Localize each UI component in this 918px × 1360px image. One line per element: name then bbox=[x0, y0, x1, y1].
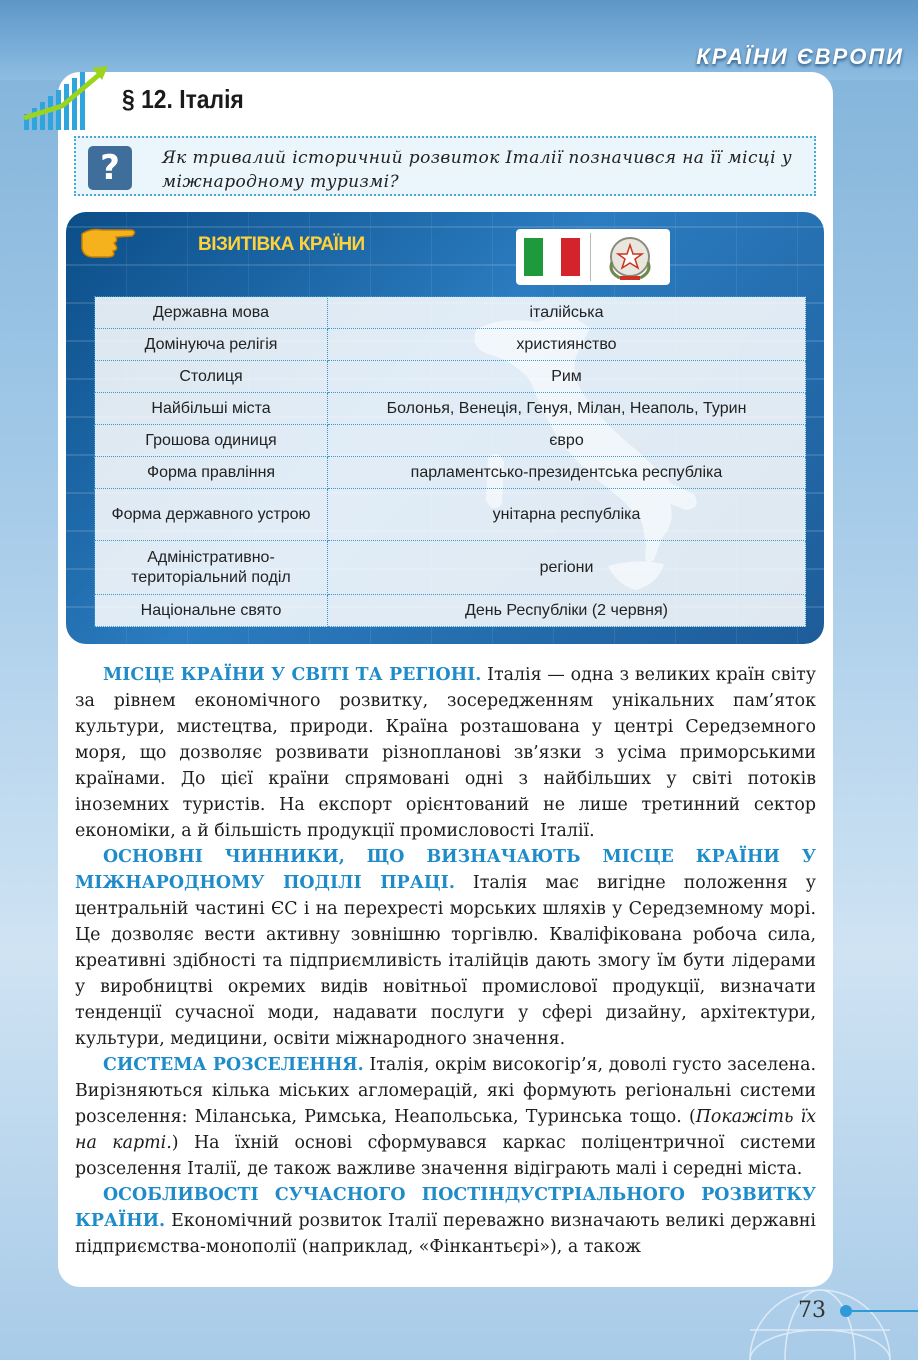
paragraph-settlement bbox=[75, 1052, 816, 1182]
fact-label: Найбільші міста bbox=[95, 393, 328, 425]
fact-label: Форма державного устрою bbox=[95, 489, 328, 541]
paragraph-body: Італія — одна з великих країн світу за рівнем економічного розвитку, зосередженням унікальних пам’яток культури, мистецтва, природи. Країна розташована у центрі Середземного моря, що дозволяє розвивати різнопланові зв’язки з усіма приморськими країнами. До цієї країни спрямовані одні з найбільших у світі потоків іноземних туристів. На експорт орієнтований не лише третинний сектор економіки, а й більшість продукції промисловості Італії. bbox=[75, 665, 816, 841]
paragraph-factors bbox=[75, 844, 816, 1052]
table-row bbox=[95, 297, 806, 329]
fact-label: Грошова одиниця bbox=[95, 425, 328, 457]
flag-stripe-green bbox=[524, 238, 543, 276]
country-card-title: ВІЗИТІВКА КРАЇНИ bbox=[198, 234, 365, 255]
paragraph-title: § 12. Італія bbox=[122, 84, 244, 114]
fact-value: італійська bbox=[328, 297, 806, 329]
pointing-hand-icon bbox=[80, 224, 138, 258]
question-mark-icon: ? bbox=[88, 146, 132, 190]
paragraph-heading: ОСОБЛИВОСТІ СУЧАСНОГО ПОСТІНДУСТРІАЛЬНОГО РОЗВИТКУ КРАЇНИ. bbox=[75, 1185, 816, 1231]
fact-value: унітарна республіка bbox=[328, 489, 806, 541]
fact-label: Столиця bbox=[95, 361, 328, 393]
table-row bbox=[95, 595, 806, 627]
paragraph-development bbox=[75, 1182, 816, 1260]
paragraph-place bbox=[75, 662, 816, 844]
page-marker-dot bbox=[840, 1305, 852, 1317]
fact-label: Державна мова bbox=[95, 297, 328, 329]
divider bbox=[590, 233, 591, 281]
paragraph-body: Італія має вигідне положення у центральній частині ЄС і на перехресті морських шляхів у Середземному морі. Це дозволяє вести активну зовнішню торгівлю. Кваліфікована робоча сила, креативні здібності та підприємливість італійців дають змогу їм бути лідерами у виробництві окремих видів новітньої промислової продукції, визначати тенденції сучасної моди, надавати послуги у сфері дизайну, архітектури, культури, медицини, освіти міжнародного значення. bbox=[75, 873, 816, 1049]
paragraph-heading: СИСТЕМА РОЗСЕЛЕННЯ. bbox=[103, 1055, 364, 1075]
flag-stripe-white bbox=[543, 238, 562, 276]
symbols-box bbox=[516, 229, 670, 285]
fact-value: християнство bbox=[328, 329, 806, 361]
question-box bbox=[74, 136, 816, 196]
page-marker-line bbox=[852, 1310, 918, 1312]
paragraph-body: Економічний розвиток Італії переважно визначають великі державні підприємства-монополії (наприклад, «Фінкантьєрі»), а також bbox=[75, 1211, 816, 1257]
table-row bbox=[95, 329, 806, 361]
table-row bbox=[95, 361, 806, 393]
table-row bbox=[95, 489, 806, 541]
growth-chart-icon bbox=[22, 62, 112, 134]
table-row bbox=[95, 425, 806, 457]
fact-value: євро bbox=[328, 425, 806, 457]
fact-value: День Республіки (2 червня) bbox=[328, 595, 806, 627]
flag-stripe-red bbox=[561, 238, 580, 276]
globe-icon bbox=[740, 1270, 918, 1360]
fact-label: Національне свято bbox=[95, 595, 328, 627]
fact-label: Домінуюча релігія bbox=[95, 329, 328, 361]
coat-of-arms-icon bbox=[602, 232, 658, 282]
body-text bbox=[75, 662, 816, 1260]
paragraph-heading: ОСНОВНІ ЧИННИКИ, ЩО ВИЗНАЧАЮТЬ МІСЦЕ КРАЇНИ У МІЖНАРОДНОМУ ПОДІЛІ ПРАЦІ. bbox=[75, 847, 816, 893]
paragraph-body: ) На їхній основі сформувався каркас поліцентричної системи розселення Італії, де також важливе значення відіграють малі і середні міста. bbox=[75, 1133, 816, 1179]
table-row bbox=[95, 541, 806, 595]
page-number: 73 bbox=[798, 1298, 826, 1323]
fact-value: регіони bbox=[328, 541, 806, 595]
table-row bbox=[95, 393, 806, 425]
country-card bbox=[66, 212, 824, 644]
italy-flag bbox=[524, 238, 580, 276]
fact-label: Форма правління bbox=[95, 457, 328, 489]
fact-label: Адміністративно-територіальний поділ bbox=[95, 541, 328, 595]
fact-value: Болонья, Венеція, Генуя, Мілан, Неаполь, Турин bbox=[328, 393, 806, 425]
map-instruction: Покажіть їх на карті. bbox=[75, 1107, 817, 1153]
fact-value: парламентсько-президентська республіка bbox=[328, 457, 806, 489]
section-title: КРАЇНИ ЄВРОПИ bbox=[696, 44, 904, 69]
question-text: Як тривалий історичний розвиток Італії позначився на її місці у міжнародному туризмі? bbox=[162, 148, 793, 192]
table-row bbox=[95, 457, 806, 489]
country-facts-table bbox=[94, 296, 806, 627]
paragraph-heading: МІСЦЕ КРАЇНИ У СВІТІ ТА РЕГІОНІ. bbox=[103, 665, 482, 685]
fact-value: Рим bbox=[328, 361, 806, 393]
paragraph-body: Італія, окрім високогір’я, доволі густо заселена. Вирізняються кілька міських агломерацій, які формують регіональні системи розселення: Міланська, Римська, Неапольська, Туринська тощо. ( bbox=[75, 1055, 816, 1127]
